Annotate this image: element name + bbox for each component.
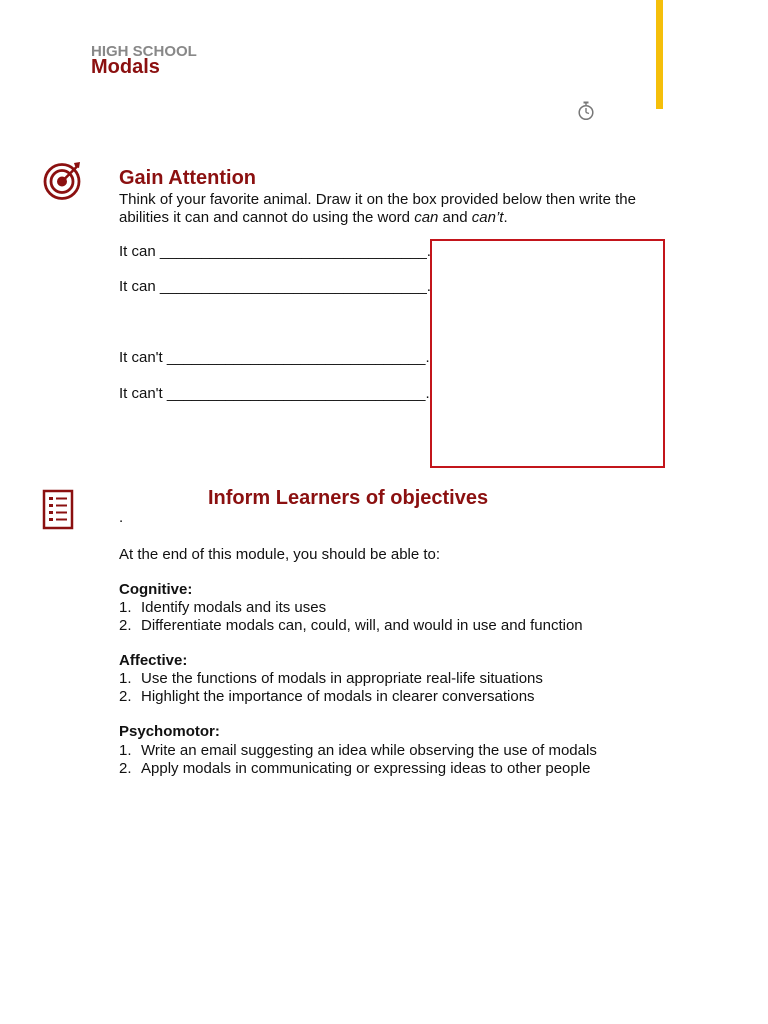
cognitive-title: Cognitive: [119,581,193,598]
list-text: Apply modals in communicating or expressing ideas to other people [141,759,591,777]
instruction-line-2-text: abilities it can and cannot do using the word [119,208,415,226]
instruction-line-1: Think of your favorite animal. Draw it on the box provided below then write the [119,191,636,208]
stopwatch-icon [577,101,595,121]
list-number: 2. [119,759,132,777]
word-can: can [414,208,439,226]
list-item [119,599,583,617]
list-number: 2. [119,687,132,705]
psychomotor-list [119,742,597,778]
it-cant-line-2[interactable]: It can't _______________________________. [119,385,430,402]
gain-attention-instructions [119,191,664,226]
list-number: 2. [119,616,132,634]
gain-attention-heading: Gain Attention [119,167,257,189]
list-item [119,617,583,635]
list-item [119,760,597,778]
list-text: Identify modals and its uses [141,599,327,616]
instruction-line-2 [119,209,664,227]
drawing-box[interactable] [430,239,665,468]
psychomotor-title: Psychomotor: [119,723,220,740]
word-cant: can’t [471,208,504,226]
list-number: 1. [119,599,132,616]
it-can-line-1[interactable]: It can ________________________________. [119,243,431,260]
word-and: and [438,208,472,226]
list-text: Use the functions of modals in appropriate real-life situations [141,670,543,687]
instruction-period: . [503,208,508,226]
objectives-heading: Inform Learners of objectives [208,487,489,509]
objectives-intro: At the end of this module, you should be able to: [119,546,441,563]
it-cant-line-1[interactable]: It can't _______________________________. [119,349,430,366]
list-text: Write an email suggesting an idea while observing the use of modals [141,742,597,759]
list-text: Differentiate modals can, could, will, and would in use and function [141,616,583,634]
cognitive-list [119,599,583,635]
it-can-line-2[interactable]: It can ________________________________. [119,278,431,295]
list-text: Highlight the importance of modals in clearer conversations [141,687,535,705]
list-number: 1. [119,742,132,759]
target-icon [42,160,82,202]
objectives-dot: . [119,509,124,526]
list-item [119,742,597,760]
page-title: Modals [91,56,160,78]
list-item [119,688,543,706]
header-subtitle: HIGH SCHOOL [91,43,197,60]
list-item [119,670,543,688]
affective-title: Affective: [119,652,188,669]
checklist-icon [42,489,74,531]
affective-list [119,670,543,706]
accent-bar [656,0,663,109]
list-number: 1. [119,670,132,687]
